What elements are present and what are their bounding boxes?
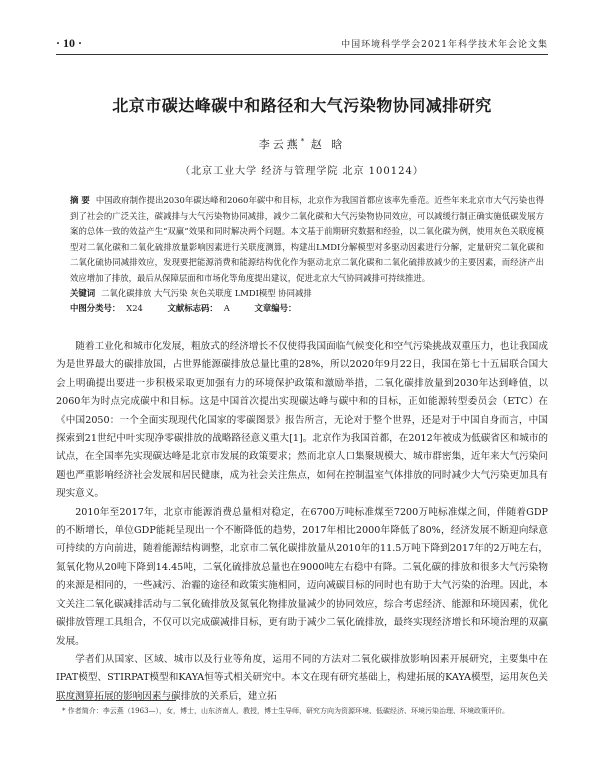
classification-line: [56, 301, 548, 316]
body-paragraph: 随着工业化和城市化发展，粗放式的经济增长不仅使得我国面临气候变化和空气污染挑战双重压力，也让我国成为是世界最大的碳排放国，占世界能源碳排放总量比重的28%，所以2020年9月22日，我国在第七十五届联合国大会上明确提出要进一步积极采取更加强有力的环境保护政策和激励举措，二氧化碳排放量到2030年达到峰值，以2060年为时点完成碳中和目标。这是中国首次提出实现碳达峰与碳中和的目标，正如能源转型委员会（ETC）在《中国2050：一个全面实现现代化国家的零碳图景》报告所言，无论对于整个世界，还是对于中国自身而言，中国探索到21世纪中叶实现净零碳排放的战略路径意义重大[1]。北京作为我国首都，在2012年被成为低碳省区和城市的试点，在全国率先实现碳达峰是北京市发展的政策要求；然而北京人口集聚规模大、城市群密集，近年来大气污染问题也严重影响经济社会发展和居民健康，成为社会关注焦点，如何在控制温室气体排放的同时减少大气污染更加具有现实意义。: [56, 341, 548, 500]
page-number: · 10 ·: [56, 36, 83, 50]
running-header: [56, 36, 548, 55]
footnote-divider: [56, 700, 176, 701]
doc-value: A: [223, 303, 230, 313]
author-first: 李云燕: [258, 138, 301, 151]
doc-field: [168, 303, 230, 313]
clc-label: 中图分类号：: [70, 303, 121, 313]
abstract: [56, 193, 548, 286]
body-paragraph: 2010年至2017年，北京市能源消费总量相对稳定，在6700万吨标准煤至7200万吨标准煤之间，伴随着GDP的不断增长，单位GDP能耗呈现出一个不断降低的趋势，2017年相比2000年降低了80%，经济发展不断迎向绿意可持续的方向前进，随着能源结构调整，北京市二氧化碳排放量从2010年的11.5万吨下降到2017年的2万吨左右，氮氧化物从20吨下降到14.45吨，二氧化硫排放总量也在9000吨左右稳中有降。二氧化碳的排放和很多大气污染物的来源是相同的，一些减污、治霾的途径和政策实施相同，迈向减碳目标的同时也有助于大气污染的治理。因此，本文关注二氧化碳减排活动与二氧化硫排放及氮氧化物排放量减少的协同效应，综合考虑经济、能源和环境因素，优化碳排放管理工具组合，不仅可以完成碳减排目标，更有助于减少二氧化硫排放，最终实现经济增长和环境治理的双赢发展。: [56, 506, 548, 647]
article-label: 文章编号：: [254, 303, 297, 313]
author-line: [56, 136, 548, 152]
abstract-label: 摘 要: [70, 195, 90, 205]
author-footnote: * 作者简介：李云燕（1963—），女，博士，山东济南人，教授，博士生导师，研究方向为资源环境、低碳经济、环境污染治理、环境政策评价。: [62, 707, 510, 715]
author-second: 赵 晗: [310, 138, 346, 151]
journal-title: 中国环境科学学会2021年科学技术年会论文集: [341, 40, 548, 50]
clc-value: X24: [126, 303, 143, 313]
keywords-label: 关键词: [70, 288, 96, 298]
clc-field: [70, 303, 143, 313]
abstract-text: 中国政府制作提出2030年碳达峰和2060年碳中和目标，北京作为我国首都应该率先垂范。近些年来北京市大气污染也得到了社会的广泛关注，碳减排与大气污染物协同减排，减少二氧化碳和大气污染物协同效应，可以减缓行制正确实施低碳发展方案的总体一致的效益产生“双赢”效果和同时解决两个问题。本文基于前期研究数据和经验，以二氧化碳为例，使用灰色关联度模型对二氧化碳和二氧化硫排放量影响因素进行关联度测算，构建出LMDI分解模型对多驱动因素进行分解，定量研究二氧化碳和二氧化硫协同减排效应，发现要把能源消费和能源结构优化作为驱动北京二氧化碳和二氧化硫排放减少的主要因素，而经济产出效应增加了排放，最后从保障层面和市场化等角度提出建议，促进北京大气协同减排可持续推进。: [70, 195, 545, 283]
article-field: [255, 303, 303, 313]
body-paragraph: 学者们从国家、区域、城市以及行业等角度，运用不同的方法对二氧化碳排放影响因素开展研究，主要集中在IPAT模型、STIRPAT模型和KAYA恒等式相关研究中。本文在现有研究基础上，构建拓展的KAYA模型，运用灰色关联度测算拓展的影响因素与碳排放的关系后，建立拓: [56, 653, 548, 702]
keywords: [56, 286, 548, 301]
doc-label: 文献标志码：: [167, 303, 218, 313]
affiliation: （北京工业大学 经济与管理学院 北京 100124）: [180, 166, 424, 177]
keywords-text: 二氧化碳排放 大气污染 灰色关联度 LMDI模型 协同减排: [101, 288, 312, 298]
author-footnote-mark: *: [300, 137, 305, 146]
body-text: [56, 338, 548, 706]
paper-title: 北京市碳达峰碳中和路径和大气污染物协同减排研究: [112, 96, 492, 115]
